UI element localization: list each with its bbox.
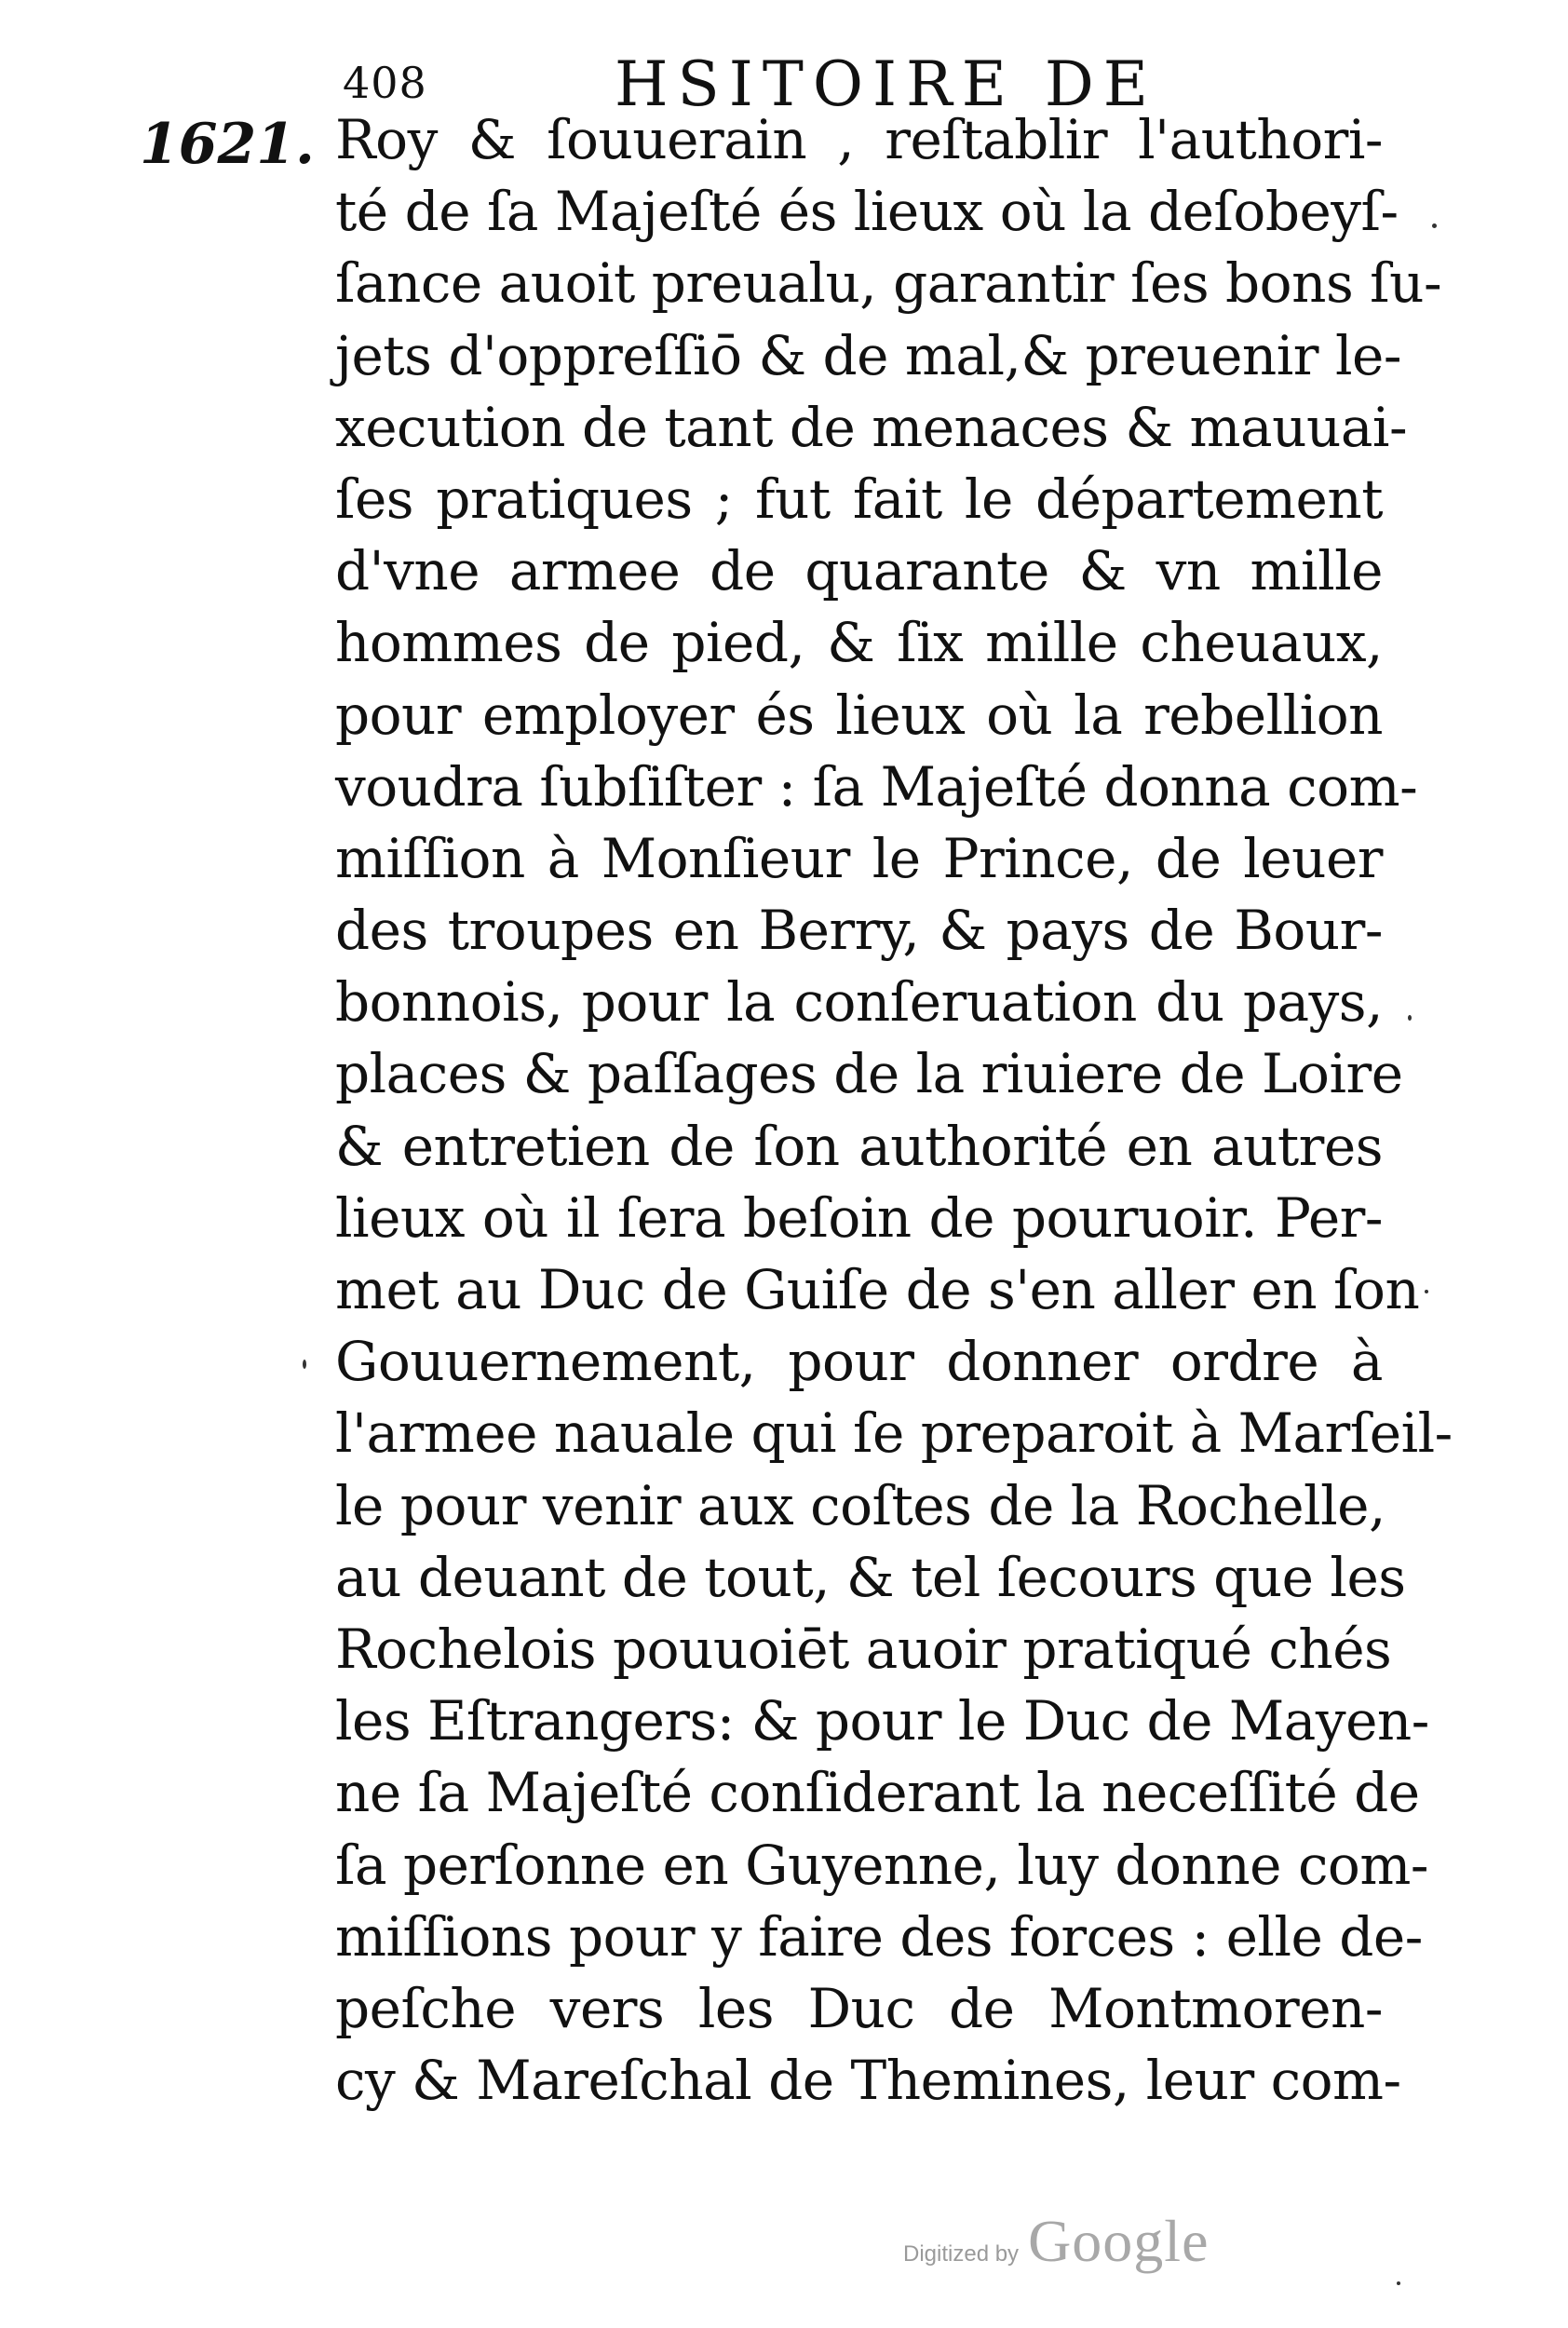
text-line: miſſion à Monſieur le Prince, de leuer xyxy=(335,826,1383,890)
ink-speck xyxy=(1408,1015,1412,1021)
ink-speck xyxy=(1432,223,1437,228)
text-line: les Eſtrangers: & pour le Duc de Mayen- xyxy=(335,1689,1429,1753)
margin-year: 1621. xyxy=(140,112,315,177)
body-text xyxy=(335,104,1453,2117)
text-line: ne ſa Majeſté conſiderant la neceſſité de xyxy=(335,1761,1420,1825)
text-line: cy & Mareſchal de Themines, leur com- xyxy=(335,2049,1401,2113)
text-line: Gouuernement, pour donner ordre à xyxy=(335,1330,1383,1394)
text-line: Roy & ſouuerain , reſtablir l'authori- xyxy=(335,108,1383,171)
running-title: HSITOIRE DE xyxy=(615,48,1157,120)
text-line: & entretien de ſon authorité en autres xyxy=(335,1114,1383,1178)
text-line: au deuant de tout, & tel ſecours que les xyxy=(335,1545,1406,1609)
text-line: hommes de pied, & ſix mille cheuaux, xyxy=(335,611,1383,675)
digitized-by-label: Digitized by xyxy=(903,2241,1020,2267)
digitization-footer xyxy=(903,2207,1209,2291)
text-line: peſche vers les Duc de Montmoren- xyxy=(335,1976,1383,2040)
text-line: lieux où il ſera beſoin de pouruoir. Per- xyxy=(335,1185,1383,1250)
text-line: xecution de tant de menaces & mauuai- xyxy=(335,395,1408,459)
text-line: miſſions pour y faire des forces : elle de- xyxy=(335,1904,1423,1969)
text-line: Rochelois pouuoiēt auoir pratiqué chés xyxy=(335,1617,1392,1681)
ink-speck xyxy=(303,1360,306,1369)
text-line: pour employer és lieux où la rebellion xyxy=(335,683,1383,747)
text-line: ſes pratiques ; fut fait le département xyxy=(335,467,1383,531)
text-line: bonnois, pour la conſeruation du pays, xyxy=(335,970,1383,1035)
text-line: places & paſſages de la riuiere de Loire xyxy=(335,1042,1403,1106)
text-line: voudra ſubſiſter : ſa Majeſté donna com- xyxy=(335,754,1418,819)
text-line: ſa perſonne en Guyenne, luy donne com- xyxy=(335,1833,1428,1897)
text-line: ſance auoit preualu, garantir ſes bons ſu- xyxy=(335,251,1442,316)
text-line: d'vne armee de quarante & vn mille xyxy=(335,539,1383,603)
ink-speck xyxy=(1397,2281,1400,2285)
text-line: le pour venir aux coſtes de la Rochelle, xyxy=(335,1473,1386,1537)
google-logo: Google xyxy=(1028,2208,1210,2274)
text-line: l'armee nauale qui ſe preparoit à Marſeil- xyxy=(335,1401,1453,1466)
text-line: té de ſa Majeſté és lieux où la deſobeyſ- xyxy=(335,180,1399,244)
text-line: jets d'oppreſſiō & de mal,& preuenir le- xyxy=(335,323,1401,387)
text-line: des troupes en Berry, & pays de Bour- xyxy=(335,899,1383,963)
text-line: met au Duc de Guiſe de s'en aller en ſon xyxy=(335,1258,1420,1321)
page-number: 408 xyxy=(343,58,427,108)
ink-speck xyxy=(1425,1290,1428,1293)
